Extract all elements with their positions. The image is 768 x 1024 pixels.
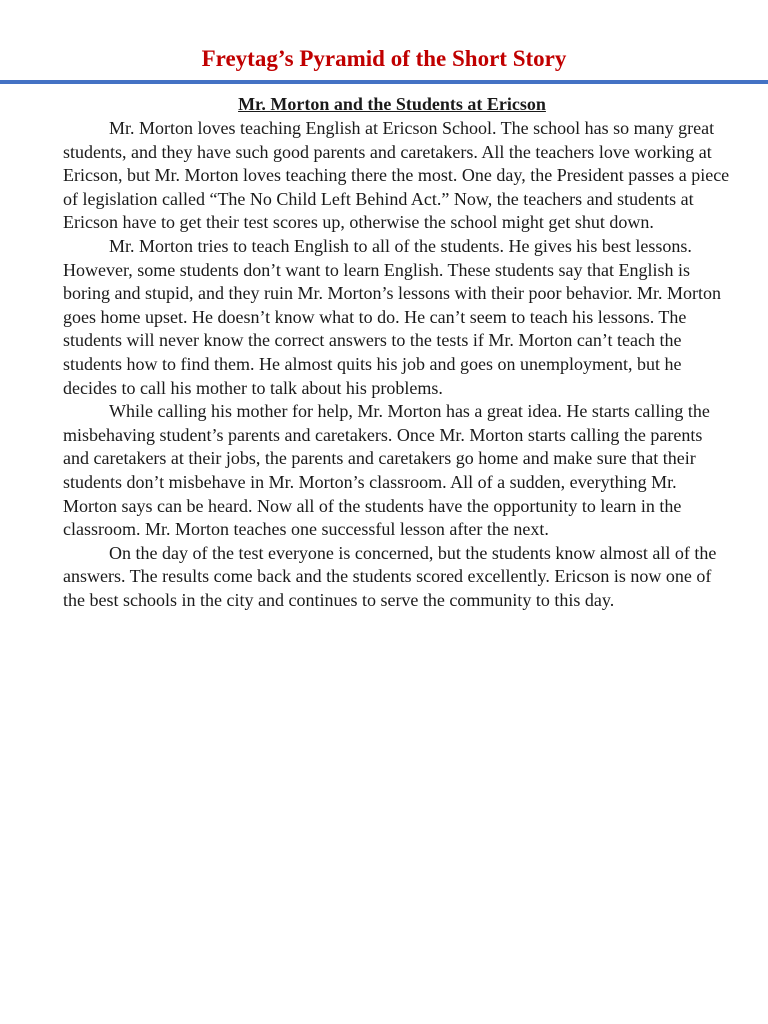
story-paragraph: Mr. Morton loves teaching English at Ericson School. The school has so many great students, and they have such good parents and caretakers. All the teachers love working at Ericson, but Mr. Morton loves teaching there the most. One day, the President passes a piece of legislation called “The No Child Left Behind Act.” Now, the teachers and students at Ericson have to get their test scores up, otherwise the school might get shut down. [63, 118, 730, 233]
title-divider [0, 80, 768, 84]
document-title: Freytag’s Pyramid of the Short Story [201, 46, 567, 71]
story-paragraph: Mr. Morton tries to teach English to all of the students. He gives his best lessons. However, some students don’t want to learn English. These students say that English is boring and stupid, and they ruin Mr. Morton’s lessons with their poor behavior. Mr. Morton goes home upset. He doesn’t know what to do. He can’t seem to teach his lessons. The students will never know the correct answers to the tests if Mr. Morton can’t teach the students how to find them. He almost quits his job and goes on unemployment, but he decides to call his mother to talk about his problems. [63, 235, 721, 398]
story-paragraph: On the day of the test everyone is concerned, but the students know almost all of the answers. The results come back and the students scored excellently. Ericson is now one of the best schools in the city and continues to serve the community to this day. [63, 542, 717, 610]
story-title: Mr. Morton and the Students at Ericson [238, 94, 546, 114]
story-body [63, 117, 731, 612]
story-paragraph: While calling his mother for help, Mr. Morton has a great idea. He starts calling the misbehaving student’s parents and caretakers. Once Mr. Morton starts calling the parents and caretakers at their jobs, the parents and caretakers go home and make sure that their students don’t misbehave in Mr. Morton’s classroom. All of a sudden, everything Mr. Morton says can be heard. Now all of the students have the opportunity to learn in the classroom. Mr. Morton teaches one successful lesson after the next. [63, 401, 710, 540]
